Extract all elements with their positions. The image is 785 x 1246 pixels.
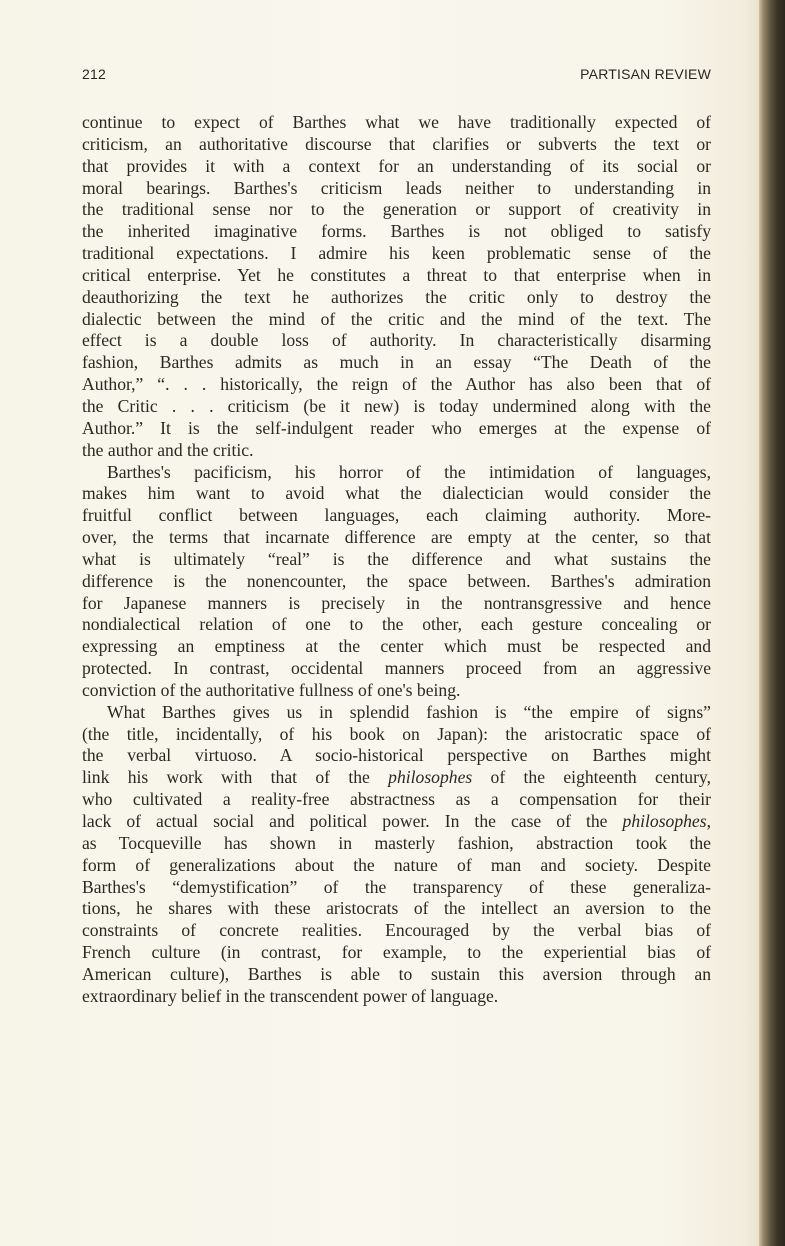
text-line: constraints of concrete realities. Encouraged by the verbal bias of	[82, 920, 711, 941]
text-line: the author and the critic.	[82, 439, 254, 460]
text-line: Author.” It is the self-indulgent reader who emerges at the expense of	[82, 417, 711, 438]
text-line: dialectic between the mind of the critic and the mind of the text. The	[82, 308, 711, 329]
text-line: protected. In contrast, occidental manners proceed from an aggressive	[82, 658, 711, 679]
italic-term: philosophes	[388, 767, 473, 788]
text-line: French culture (in contrast, for example, to the experiential bias of	[82, 942, 711, 963]
text-line: form of generalizations about the nature of man and society. Despite	[82, 854, 711, 875]
text-line: link his work with that of the philosophes of the eighteenth century,	[82, 767, 711, 788]
text-line: over, the terms that incarnate difference are empty at the center, so that	[82, 527, 711, 548]
italic-term: philosophes	[622, 811, 707, 831]
text-line: as Tocqueville has shown in masterly fashion, abstraction took the	[82, 832, 711, 853]
text-line: that provides it with a context for an understanding of its social or	[82, 155, 711, 176]
text-line: nondialectical relation of one to the other, each gesture concealing or	[82, 614, 711, 635]
text-line: what is ultimately “real” is the difference and what sustains the	[82, 548, 711, 569]
text-line: extraordinary belief in the transcendent power of language.	[82, 985, 499, 1006]
text-line: the traditional sense nor to the generation or support of creativity in	[82, 199, 711, 220]
page-number: 212	[82, 66, 106, 82]
text-line: critical enterprise. Yet he constitutes a threat to that enterprise when in	[82, 264, 711, 285]
text-line: tions, he shares with these aristocrats of the intellect an aversion to the	[82, 898, 711, 919]
text-line: the verbal virtuoso. A socio-historical perspective on Barthes might	[82, 745, 711, 766]
text-line: Author,” “. . . historically, the reign of the Author has also been that of	[82, 374, 711, 395]
paragraph	[82, 112, 711, 462]
text-line: What Barthes gives us in splendid fashion is “the empire of signs”	[107, 701, 711, 722]
body-text	[82, 112, 711, 1008]
text-line: lack of actual social and political power. In the case of the philosophes,	[82, 811, 711, 831]
text-line: moral bearings. Barthes's criticism leads neither to understanding in	[82, 177, 711, 198]
text-line: the Critic . . . criticism (be it new) is today undermined along with the	[82, 395, 711, 416]
text-line: criticism, an authoritative discourse that clarifies or subverts the text or	[82, 133, 711, 154]
text-line: makes him want to avoid what the dialectician would consider the	[82, 483, 711, 504]
running-header	[82, 66, 711, 82]
text-line: fruitful conflict between languages, each claiming authority. More-	[82, 505, 711, 526]
text-line: effect is a double loss of authority. In characteristically disarming	[82, 330, 711, 351]
paragraph	[82, 462, 711, 702]
text-line: deauthorizing the text he authorizes the critic only to destroy the	[82, 286, 711, 307]
running-title: PARTISAN REVIEW	[580, 66, 711, 82]
text-line: difference is the nonencounter, the space between. Barthes's admiration	[82, 570, 711, 591]
text-line: conviction of the authoritative fullness of one's being.	[82, 679, 461, 700]
text-line: Barthes's “demystification” of the transparency of these generaliza-	[82, 876, 711, 897]
text-line: for Japanese manners is precisely in the nontransgressive and hence	[82, 592, 711, 613]
paragraph	[82, 702, 711, 1008]
text-line: traditional expectations. I admire his keen problematic sense of the	[82, 243, 711, 264]
text-line: who cultivated a reality-free abstractness as a compensation for their	[82, 789, 711, 810]
text-line: (the title, incidentally, of his book on Japan): the aristocratic space of	[82, 723, 711, 744]
text-line: expressing an emptiness at the center which must be respected and	[82, 636, 711, 657]
text-line: American culture), Barthes is able to sustain this aversion through an	[82, 963, 711, 984]
text-line: continue to expect of Barthes what we have traditionally expected of	[82, 112, 711, 132]
text-line: fashion, Barthes admits as much in an essay “The Death of the	[82, 352, 711, 373]
book-binding	[759, 0, 785, 1246]
text-line: Barthes's pacificism, his horror of the intimidation of languages,	[107, 461, 711, 482]
text-line: the inherited imaginative forms. Barthes is not obliged to satisfy	[82, 221, 711, 242]
